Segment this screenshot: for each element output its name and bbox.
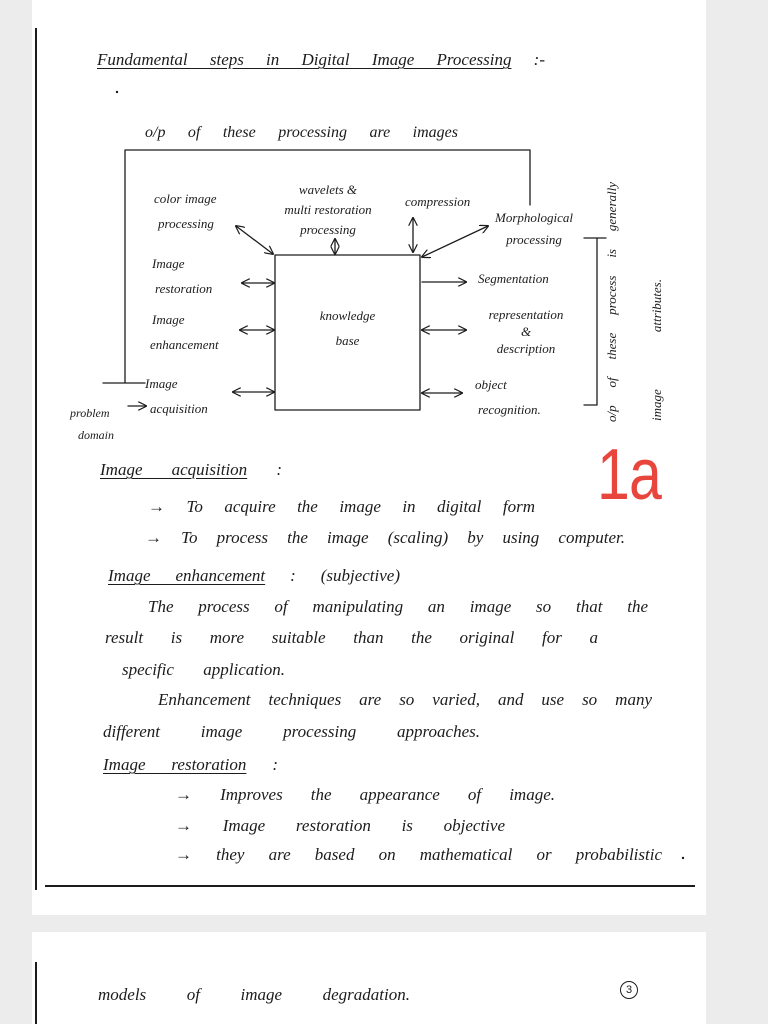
label-line: enhancement [150, 337, 219, 352]
enhancement-text-line: Enhancement techniques are so varied, and use so many [158, 690, 652, 709]
page-title-text: Fundamental steps in Digital Image Processing [97, 50, 512, 69]
diagram-label-segmentation: Segmentation [478, 271, 549, 286]
heading-text: Image acquisition [100, 460, 248, 479]
page-tag: 1a [597, 435, 662, 515]
diagram-label-compression: compression [405, 194, 471, 209]
diagram-label-color-image-processing [154, 186, 216, 236]
label-line: Image [152, 256, 185, 271]
page-2 [32, 932, 706, 1024]
label-line: processing [158, 216, 214, 231]
diagram-label-morphological-processing [488, 207, 580, 251]
label-line: acquisition [150, 401, 208, 416]
enhancement-text-line: result is more suitable than the original for a [105, 628, 598, 647]
label-line: & [520, 324, 532, 339]
heading-text: Image enhancement [108, 566, 266, 585]
page-title-suffix: :- [533, 50, 545, 69]
diagram-top-caption: o/p of these processing are images [145, 124, 458, 141]
diagram-label-image-restoration [152, 251, 212, 301]
section-heading-enhancement [108, 566, 400, 586]
page-margin-line [35, 28, 37, 890]
heading-suffix: : [272, 755, 278, 774]
restoration-point: → they are based on mathematical or probabilistic [175, 845, 662, 864]
label-line: object [475, 377, 507, 392]
label-line: color image [154, 191, 217, 206]
acquisition-point: → To acquire the image in digital form [148, 497, 535, 516]
diagram-label-object-recognition [475, 372, 541, 422]
label-line: restoration [155, 281, 213, 296]
label-line: Image [145, 376, 178, 391]
side-note-line-1: o/p of these process is generally [604, 182, 619, 422]
enhancement-text-line: The process of manipulating an image so that the [148, 597, 648, 616]
page-heading: models of image degradation. [98, 985, 410, 1004]
restoration-point: → Improves the appearance of image. [175, 785, 555, 804]
diagram-label-image-acquisition [145, 371, 208, 421]
heading-suffix: : [276, 460, 282, 479]
arrow-color-image [236, 226, 273, 254]
label-line: representation [488, 307, 564, 322]
page-1 [32, 0, 706, 915]
section-heading-restoration [103, 755, 278, 775]
page-number-badge: 3 [620, 981, 638, 999]
heading-suffix: : (subjective) [290, 566, 400, 585]
label-line: Image [152, 312, 185, 327]
knowledge-base-label [275, 303, 420, 353]
enhancement-text-line: specific application. [122, 660, 285, 679]
label-line: multi restoration [284, 202, 372, 217]
page-bottom-line [45, 885, 695, 887]
label-line: processing [300, 222, 356, 237]
ink-dot [682, 857, 684, 859]
heading-text: Image restoration [103, 755, 247, 774]
diagram-label-image-enhancement [150, 307, 219, 357]
diagram-label-problem-domain [70, 402, 114, 446]
label-line: problem [70, 406, 110, 420]
label-line: processing [506, 232, 562, 247]
restoration-point: → Image restoration is objective [175, 816, 505, 835]
label-line: knowledge [319, 308, 376, 323]
acquisition-point: → To process the image (scaling) by using computer. [145, 528, 625, 547]
diagram-label-wavelets [272, 180, 384, 240]
page-margin-line [35, 962, 37, 1024]
ink-dot [116, 91, 118, 93]
diagram-label-representation-description [470, 306, 582, 357]
label-line: description [496, 341, 556, 356]
section-heading-acquisition [100, 460, 282, 480]
label-line: Morphological [495, 210, 573, 225]
attributes-bracket [584, 238, 606, 405]
arrow-morphological [422, 226, 488, 257]
label-line: domain [78, 428, 114, 442]
label-line: base [335, 333, 360, 348]
page-title [97, 50, 545, 70]
side-note-line-2: image attributes. [649, 279, 664, 421]
enhancement-text-line: different image processing approaches. [103, 722, 480, 741]
label-line: wavelets & [298, 182, 358, 197]
label-line: recognition. [478, 402, 541, 417]
